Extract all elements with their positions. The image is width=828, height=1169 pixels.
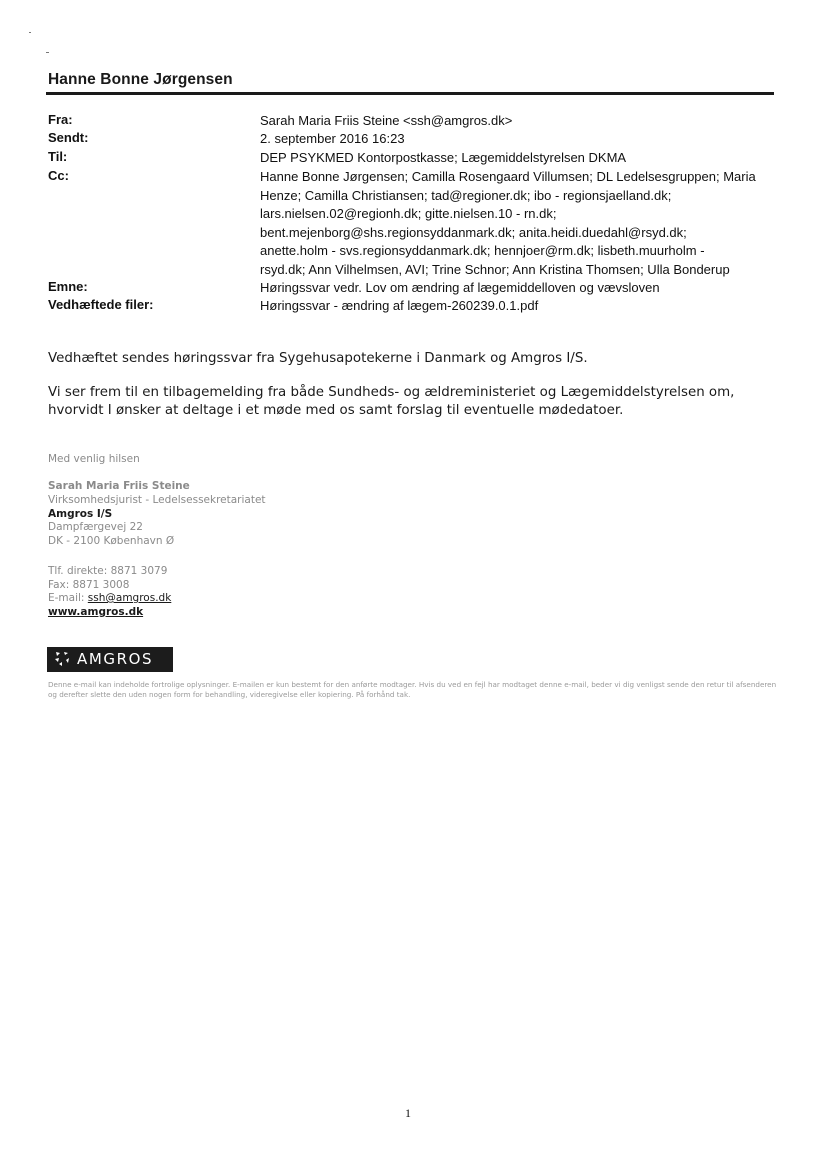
signature-website-link[interactable]: www.amgros.dk [48,606,144,618]
subject-value: Høringssvar vedr. Lov om ændring af lægemiddelloven og vævsloven [260,280,660,295]
body-paragraph-2: Vi ser frem til en tilbagemelding fra både Sundheds- og ældreministeriet og Lægemiddelstyrelsen om, hvorvidt I ønsker at deltage i et møde med os samt forslag til eventuelle mødedatoer. [48,385,735,418]
from-label: Fra: [48,112,73,127]
signature-greeting: Med venlig hilsen [48,453,140,465]
to-value: DEP PSYKMED Kontorpostkasse; Lægemiddelstyrelsen DKMA [260,150,627,165]
scan-speck [46,52,49,53]
signature-company: Amgros I/S [48,508,113,520]
attachments-label: Vedhæftede filer: [48,297,154,312]
attachment-file[interactable]: Høringssvar - ændring af lægem-260239.0.1.pdf [260,298,539,313]
body-paragraph-1: Vedhæftet sendes høringssvar fra Sygehusapotekerne i Danmark og Amgros I/S. [48,351,588,366]
sent-label: Sendt: [48,130,89,145]
signature-email-link[interactable]: ssh@amgros.dk [87,592,172,604]
cc-label: Cc: [48,168,69,183]
cc-line: bent.mejenborg@shs.regionsyddanmark.dk; anita.heidi.duedahl@rsyd.dk; [260,224,687,240]
scan-speck [29,32,31,33]
signature-website-row [48,605,143,619]
signature-title: Virksomhedsjurist - Ledelsessekretariatet [48,494,266,506]
from-value: Sarah Maria Friis Steine <ssh@amgros.dk> [260,113,513,128]
signature-email-label: E-mail: [48,592,88,604]
header-divider [46,92,774,95]
mailbox-owner-name: Hanne Bonne Jørgensen [48,71,233,88]
signature-email-row [48,591,171,605]
subject-label: Emne: [48,279,88,294]
amgros-logo [47,647,173,672]
sent-value: 2. september 2016 16:23 [260,131,405,146]
page-number: 1 [405,1106,411,1120]
cc-line: rsyd.dk; Ann Vilhelmsen, AVI; Trine Schnor; Ann Kristina Thomsen; Ulla Bonderup [260,261,730,277]
legal-disclaimer: Denne e-mail kan indeholde fortrolige oplysninger. E-mailen er kun bestemt for den anførte modtager. Hvis du ved en fejl har modtaget denne e-mail, beder vi dig venligst sende den retur til afsenderen og derefter slette den uden nogen form for behandling, videregivelse eller kopiering. På forhånd tak. [48,680,777,699]
amgros-star-icon [53,650,71,668]
signature-city: DK - 2100 København Ø [48,535,175,547]
to-label: Til: [48,149,68,164]
cc-line: Henze; Camilla Christiansen; tad@regioner.dk; ibo - regionsjaelland.dk; [260,187,672,203]
cc-line: anette.holm - svs.regionsyddanmark.dk; hennjoer@rm.dk; lisbeth.muurholm - [260,243,705,258]
cc-line: lars.nielsen.02@regionh.dk; gitte.nielsen.10 - rn.dk; [260,206,557,221]
signature-street: Dampfærgevej 22 [48,521,143,533]
signature-fax: Fax: 8871 3008 [48,579,130,591]
amgros-logo-text: AMGROS [77,650,154,668]
cc-value [260,168,780,279]
signature-name: Sarah Maria Friis Steine [48,480,190,492]
signature-phone: Tlf. direkte: 8871 3079 [48,565,168,577]
cc-line: Hanne Bonne Jørgensen; Camilla Rosengaard Villumsen; DL Ledelsesgruppen; Maria [260,169,756,184]
